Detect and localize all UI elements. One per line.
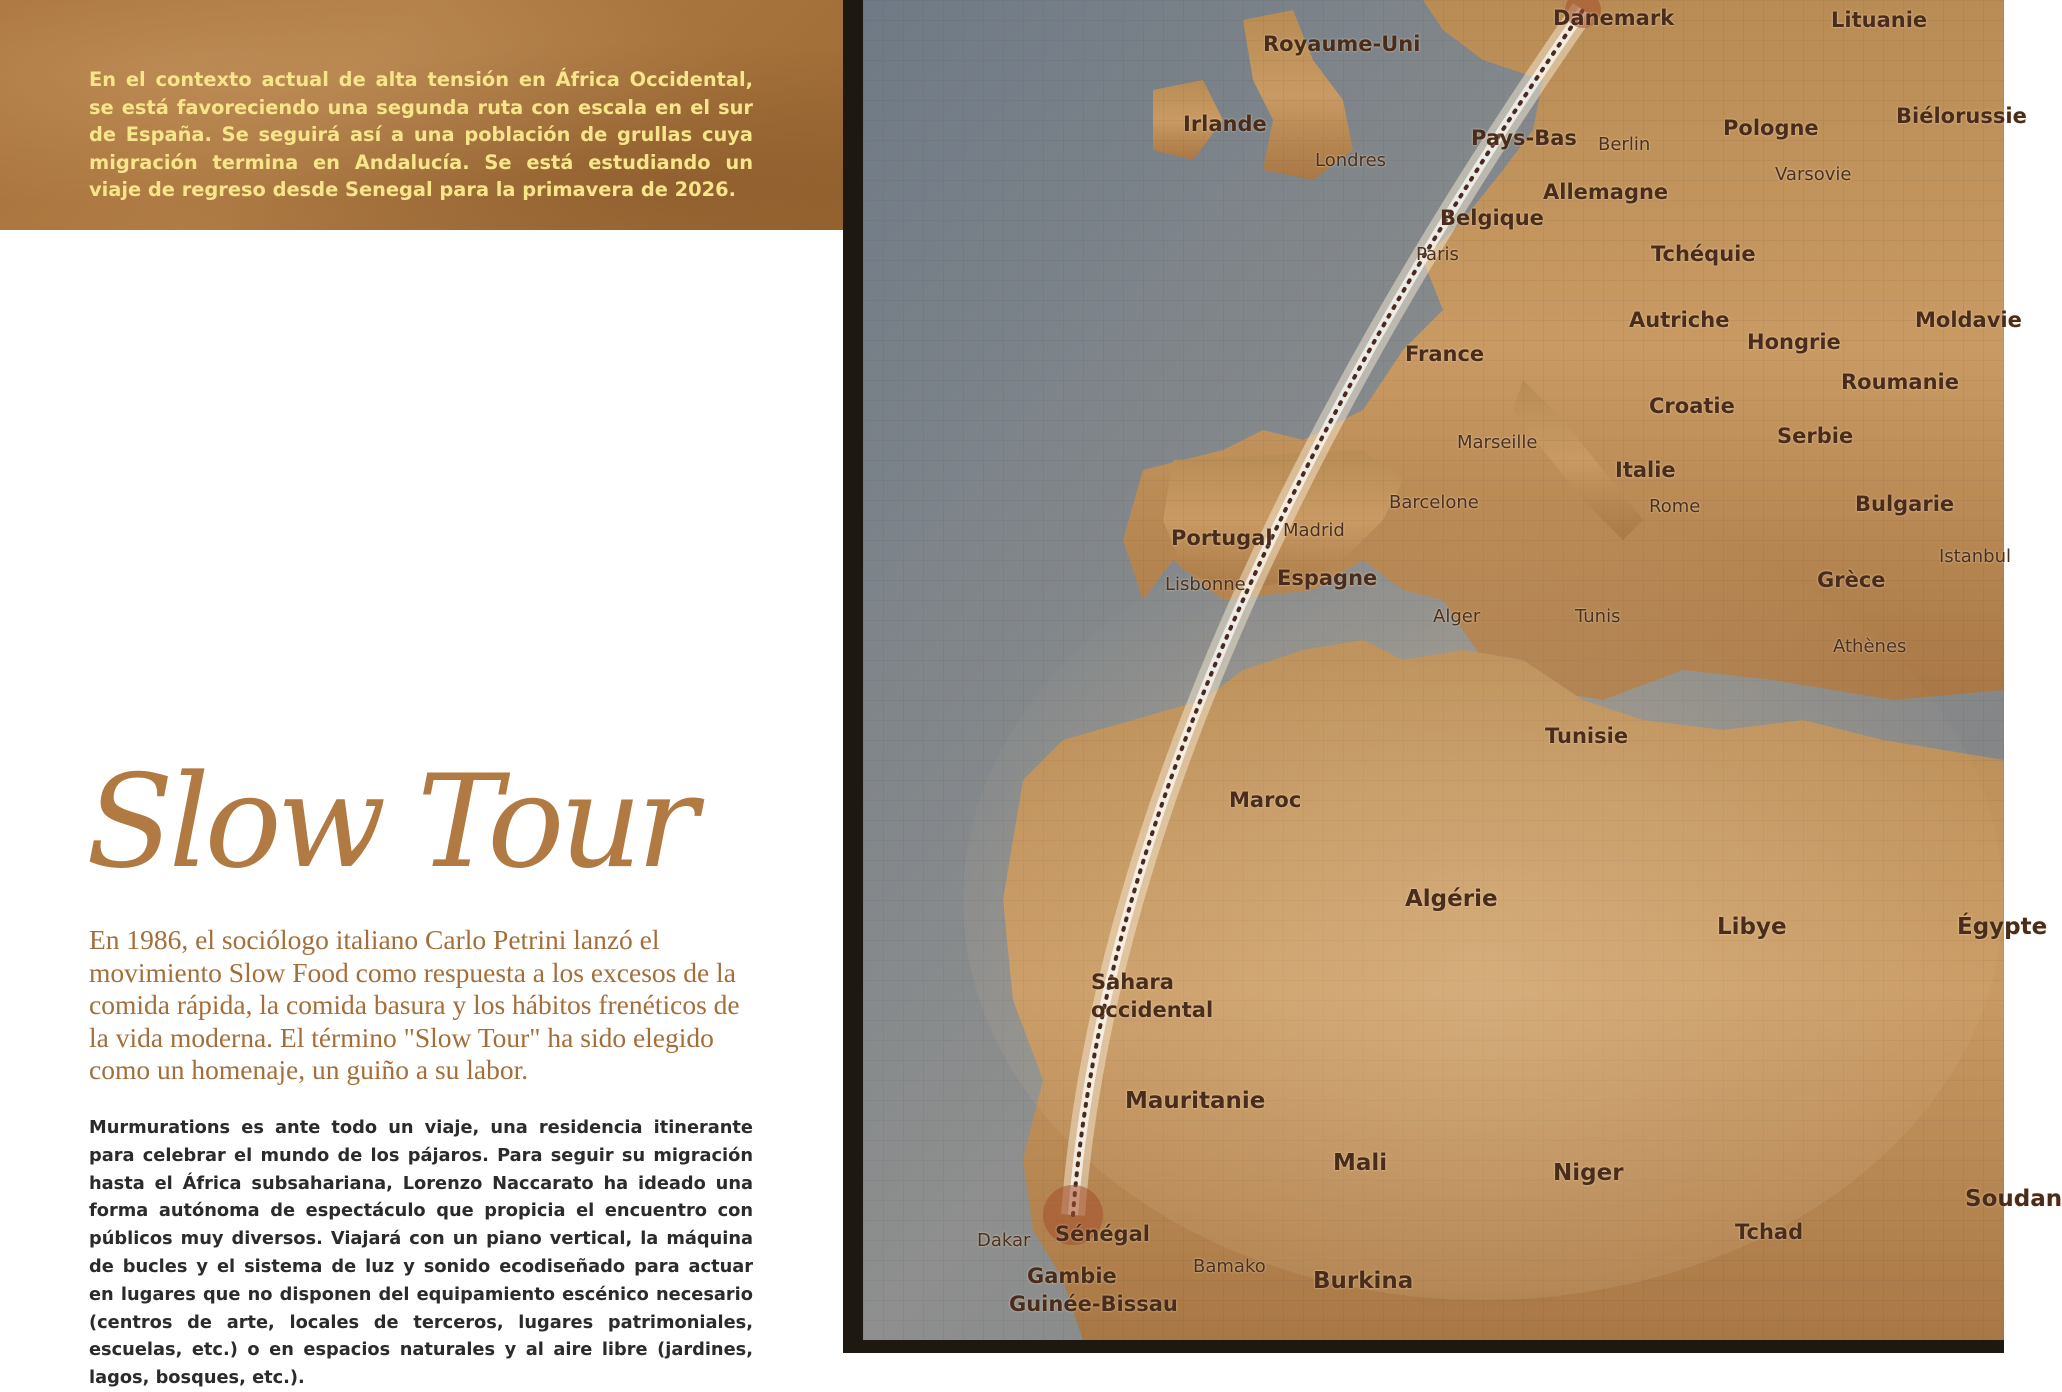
intro-banner [0, 0, 843, 230]
map-label-hongrie: Hongrie [1747, 330, 1841, 354]
map-label-moldavie: Moldavie [1915, 308, 2022, 332]
map-label-tchequie: Tchéquie [1651, 242, 1756, 266]
map-label-paris: Paris [1416, 244, 1459, 265]
map-label-portugal: Portugal [1171, 526, 1273, 550]
article-title: Slow Tour [86, 748, 694, 897]
map-label-istanbul: Istanbul [1939, 546, 2012, 567]
map-label-lisbonne: Lisbonne [1165, 574, 1246, 595]
map-label-soudan: Soudan [1965, 1186, 2062, 1212]
map-label-berlin: Berlin [1598, 134, 1651, 155]
map-label-tchad: Tchad [1735, 1220, 1804, 1244]
article-lead: En 1986, el sociólogo italiano Carlo Petrini lanzó el movimiento Slow Food como respuesta a los excesos de la comida rápida, la comida basura y los hábitos frenéticos de la vida moderna. El término "Slow Tour" ha sido elegido como un homenaje, un guiño a su labor. [89, 924, 740, 1085]
map-label-belgique: Belgique [1440, 206, 1544, 230]
map-label-niger: Niger [1553, 1160, 1624, 1186]
map-label-libye: Libye [1717, 914, 1787, 940]
map-label-sahara-occidental: Sahara occidental [1091, 970, 1214, 1022]
map-label-lituanie: Lituanie [1831, 8, 1928, 32]
banner-text: En el contexto actual de alta tensión en África Occidental, se está favoreciendo una segunda ruta con escala en el sur de España. Se seguirá así a una población de grullas cuya migración termina en Andalucía. Se está estudiando un viaje de regreso desde Senegal para la primavera de 2026. [89, 68, 753, 201]
map-label-tunisie: Tunisie [1545, 724, 1629, 748]
map-label-grece: Grèce [1817, 568, 1886, 592]
map-label-croatie: Croatie [1649, 394, 1735, 418]
map-label-alger: Alger [1433, 606, 1481, 627]
map-label-danemark: Danemark [1553, 6, 1675, 30]
map-label-guinee-bissau: Guinée-Bissau [1009, 1292, 1178, 1316]
migration-map [843, 0, 2062, 1353]
map-label-pays-bas: Pays-Bas [1471, 126, 1577, 150]
map-label-algerie: Algérie [1405, 886, 1498, 912]
map-label-roumanie: Roumanie [1841, 370, 1959, 394]
map-label-varsovie: Varsovie [1775, 164, 1852, 185]
map-label-italie: Italie [1615, 458, 1676, 482]
map-label-tunis: Tunis [1575, 606, 1621, 627]
map-label-bulgarie: Bulgarie [1855, 492, 1955, 516]
map-label-athenes: Athènes [1833, 636, 1907, 657]
map-label-irlande: Irlande [1183, 112, 1267, 136]
map-label-serbie: Serbie [1777, 424, 1854, 448]
map-label-mali: Mali [1333, 1150, 1388, 1176]
map-label-rome: Rome [1649, 496, 1701, 517]
map-label-egypte: Égypte [1957, 914, 2048, 940]
map-label-pologne: Pologne [1723, 116, 1819, 140]
map-label-bamako: Bamako [1193, 1256, 1266, 1277]
map-label-allemagne: Allemagne [1543, 180, 1669, 204]
map-label-barcelone: Barcelone [1389, 492, 1479, 513]
map-label-madrid: Madrid [1283, 520, 1345, 541]
map-label-dakar: Dakar [977, 1230, 1031, 1251]
map-label-londres: Londres [1315, 150, 1387, 171]
map-label-senegal: Sénégal [1055, 1222, 1150, 1246]
map-label-france: France [1405, 342, 1485, 366]
map-label-autriche: Autriche [1629, 308, 1730, 332]
map-label-espagne: Espagne [1277, 566, 1378, 590]
map-label-burkina: Burkina [1313, 1268, 1414, 1294]
map-label-royaume-uni: Royaume-Uni [1263, 32, 1421, 56]
map-image [843, 0, 2004, 1353]
map-label-maroc: Maroc [1229, 788, 1302, 812]
map-label-marseille: Marseille [1457, 432, 1538, 453]
map-label-gambie: Gambie [1027, 1264, 1117, 1288]
map-label-bielorussie: Biélorussie [1896, 104, 2027, 128]
left-column [0, 0, 843, 1389]
article-body: Murmurations es ante todo un viaje, una residencia itinerante para celebrar el mundo de los pájaros. Para seguir su migración hasta el África subsahariana, Lorenzo Naccarato ha ideado una forma autónoma de espectáculo que propicia el encuentro con públicos muy diversos. Viajará con un piano vertical, la máquina de bucles y el sistema de luz y sonido ecodiseñado para actuar en lugares que no disponen del equipamiento escénico necesario (centros de arte, locales de terceros, lugares patrimoniales, escuelas, etc.) o en espacios naturales y al aire libre (jardines, lagos, bosques, etc.). [89, 1117, 753, 1389]
map-label-mauritanie: Mauritanie [1125, 1088, 1266, 1114]
